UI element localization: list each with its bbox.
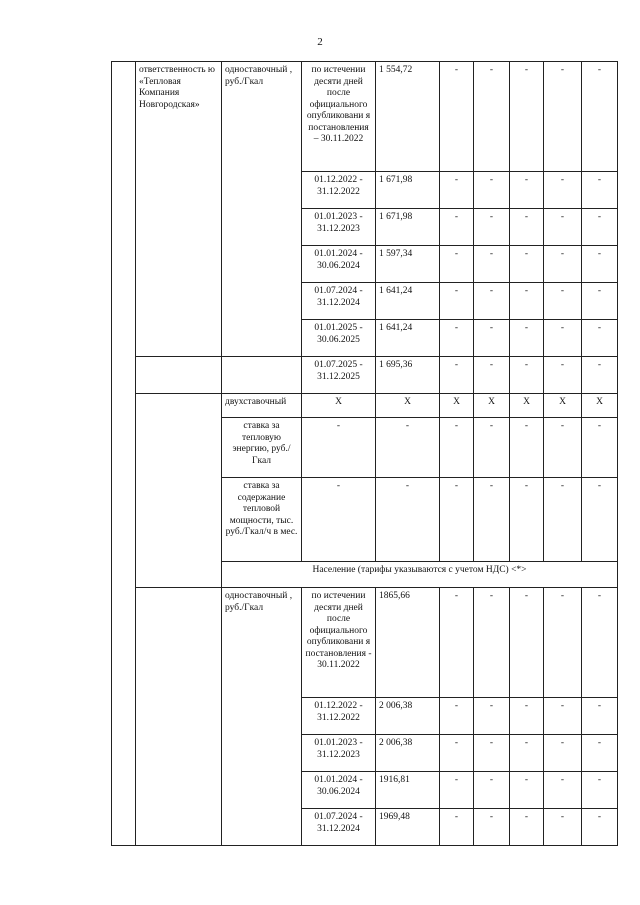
x-cell: Х: [582, 394, 618, 418]
dash-cell: -: [582, 172, 618, 209]
blank-column-cell: [112, 62, 136, 846]
empty-cell: [136, 588, 222, 846]
dash-cell: -: [544, 478, 582, 562]
dash-cell: -: [510, 283, 544, 320]
tariff-table: [111, 61, 618, 846]
period-cell: 01.01.2024 - 30.06.2024: [302, 246, 376, 283]
period-cell: по истечении десяти дней после официального опубликовани я постановления – 30.11.2022: [302, 62, 376, 172]
dash-cell: -: [474, 283, 510, 320]
dash-cell: -: [440, 62, 474, 172]
period-cell: 01.12.2022 - 31.12.2022: [302, 172, 376, 209]
dash-cell: -: [440, 320, 474, 357]
period-cell: 01.01.2024 - 30.06.2024: [302, 772, 376, 809]
dash-cell: -: [582, 246, 618, 283]
dash-cell: -: [510, 735, 544, 772]
dash-cell: -: [440, 588, 474, 698]
dash-cell: -: [474, 418, 510, 478]
dash-cell: -: [376, 418, 440, 478]
value-cell: 1 597,34: [376, 246, 440, 283]
dash-cell: -: [474, 809, 510, 846]
rate-capacity-label: ставка за содержание тепловой мощности, тыс. руб./Гкал/ч в мес.: [222, 478, 302, 562]
dash-cell: -: [302, 478, 376, 562]
dash-cell: -: [544, 209, 582, 246]
period-cell: 01.07.2024 - 31.12.2024: [302, 283, 376, 320]
table-row: [112, 62, 618, 172]
period-cell: 01.07.2024 - 31.12.2024: [302, 809, 376, 846]
period-cell: 01.12.2022 - 31.12.2022: [302, 698, 376, 735]
dash-cell: -: [582, 209, 618, 246]
value-cell: 2 006,38: [376, 698, 440, 735]
dash-cell: -: [474, 62, 510, 172]
dash-cell: -: [582, 320, 618, 357]
dash-cell: -: [440, 735, 474, 772]
dash-cell: -: [510, 209, 544, 246]
dash-cell: -: [510, 357, 544, 394]
dash-cell: -: [544, 320, 582, 357]
dash-cell: -: [582, 62, 618, 172]
table-row: [112, 588, 618, 698]
dash-cell: -: [582, 772, 618, 809]
organization-cell: ответственность ю «Тепловая Компания Новгородская»: [136, 62, 222, 357]
table-row: [112, 357, 618, 394]
dash-cell: -: [440, 209, 474, 246]
page-number: 2: [317, 36, 323, 48]
value-cell: 1 695,36: [376, 357, 440, 394]
dash-cell: -: [582, 418, 618, 478]
dash-cell: -: [474, 209, 510, 246]
tariff-type-cell: одноставочный , руб./Гкал: [222, 588, 302, 846]
dash-cell: -: [510, 772, 544, 809]
value-cell: 1 641,24: [376, 283, 440, 320]
dash-cell: -: [510, 698, 544, 735]
dash-cell: -: [544, 418, 582, 478]
rate-energy-label: ставка за тепловую энергию, руб./Гкал: [222, 418, 302, 478]
dash-cell: -: [440, 698, 474, 735]
value-cell: 1 671,98: [376, 172, 440, 209]
dash-cell: -: [582, 698, 618, 735]
tariff-type-cell: одноставочный , руб./Гкал: [222, 62, 302, 357]
dash-cell: -: [544, 246, 582, 283]
dash-cell: -: [440, 246, 474, 283]
x-cell: Х: [440, 394, 474, 418]
period-cell: 01.07.2025 - 31.12.2025: [302, 357, 376, 394]
dash-cell: -: [582, 357, 618, 394]
population-section-header: Население (тарифы указываются с учетом НДС) <*>: [222, 562, 618, 588]
period-cell: по истечении десяти дней после официального опубликовани я постановления - 30.11.2022: [302, 588, 376, 698]
dash-cell: -: [440, 478, 474, 562]
dash-cell: -: [582, 478, 618, 562]
empty-cell: [136, 394, 222, 588]
dash-cell: -: [544, 588, 582, 698]
dash-cell: -: [440, 357, 474, 394]
dash-cell: -: [510, 246, 544, 283]
dash-cell: -: [510, 320, 544, 357]
dash-cell: -: [440, 772, 474, 809]
dash-cell: -: [474, 772, 510, 809]
dash-cell: -: [376, 478, 440, 562]
x-cell: Х: [302, 394, 376, 418]
dash-cell: -: [440, 283, 474, 320]
dash-cell: -: [582, 283, 618, 320]
value-cell: 1 671,98: [376, 209, 440, 246]
period-cell: 01.01.2023 - 31.12.2023: [302, 735, 376, 772]
empty-cell: [136, 357, 222, 394]
dash-cell: -: [440, 809, 474, 846]
dash-cell: -: [302, 418, 376, 478]
dash-cell: -: [544, 62, 582, 172]
dash-cell: -: [510, 478, 544, 562]
dash-cell: -: [474, 172, 510, 209]
dash-cell: -: [474, 698, 510, 735]
empty-cell: [222, 357, 302, 394]
dash-cell: -: [544, 357, 582, 394]
x-cell: Х: [376, 394, 440, 418]
value-cell: 1 641,24: [376, 320, 440, 357]
two-part-label: двухставочный: [222, 394, 302, 418]
dash-cell: -: [510, 418, 544, 478]
value-cell: 1969,48: [376, 809, 440, 846]
value-cell: 1916,81: [376, 772, 440, 809]
dash-cell: -: [474, 588, 510, 698]
dash-cell: -: [440, 418, 474, 478]
value-cell: 1 554,72: [376, 62, 440, 172]
dash-cell: -: [544, 172, 582, 209]
dash-cell: -: [474, 478, 510, 562]
dash-cell: -: [474, 246, 510, 283]
dash-cell: -: [440, 172, 474, 209]
dash-cell: -: [544, 809, 582, 846]
dash-cell: -: [474, 320, 510, 357]
dash-cell: -: [474, 735, 510, 772]
x-cell: Х: [474, 394, 510, 418]
dash-cell: -: [510, 62, 544, 172]
dash-cell: -: [544, 698, 582, 735]
dash-cell: -: [544, 735, 582, 772]
dash-cell: -: [582, 809, 618, 846]
period-cell: 01.01.2023 - 31.12.2023: [302, 209, 376, 246]
value-cell: 2 006,38: [376, 735, 440, 772]
dash-cell: -: [544, 772, 582, 809]
dash-cell: -: [510, 809, 544, 846]
dash-cell: -: [582, 588, 618, 698]
period-cell: 01.01.2025 - 30.06.2025: [302, 320, 376, 357]
dash-cell: -: [474, 357, 510, 394]
dash-cell: -: [582, 735, 618, 772]
x-cell: Х: [510, 394, 544, 418]
table-row: [112, 394, 618, 418]
dash-cell: -: [510, 172, 544, 209]
dash-cell: -: [510, 588, 544, 698]
value-cell: 1865,66: [376, 588, 440, 698]
x-cell: Х: [544, 394, 582, 418]
dash-cell: -: [544, 283, 582, 320]
